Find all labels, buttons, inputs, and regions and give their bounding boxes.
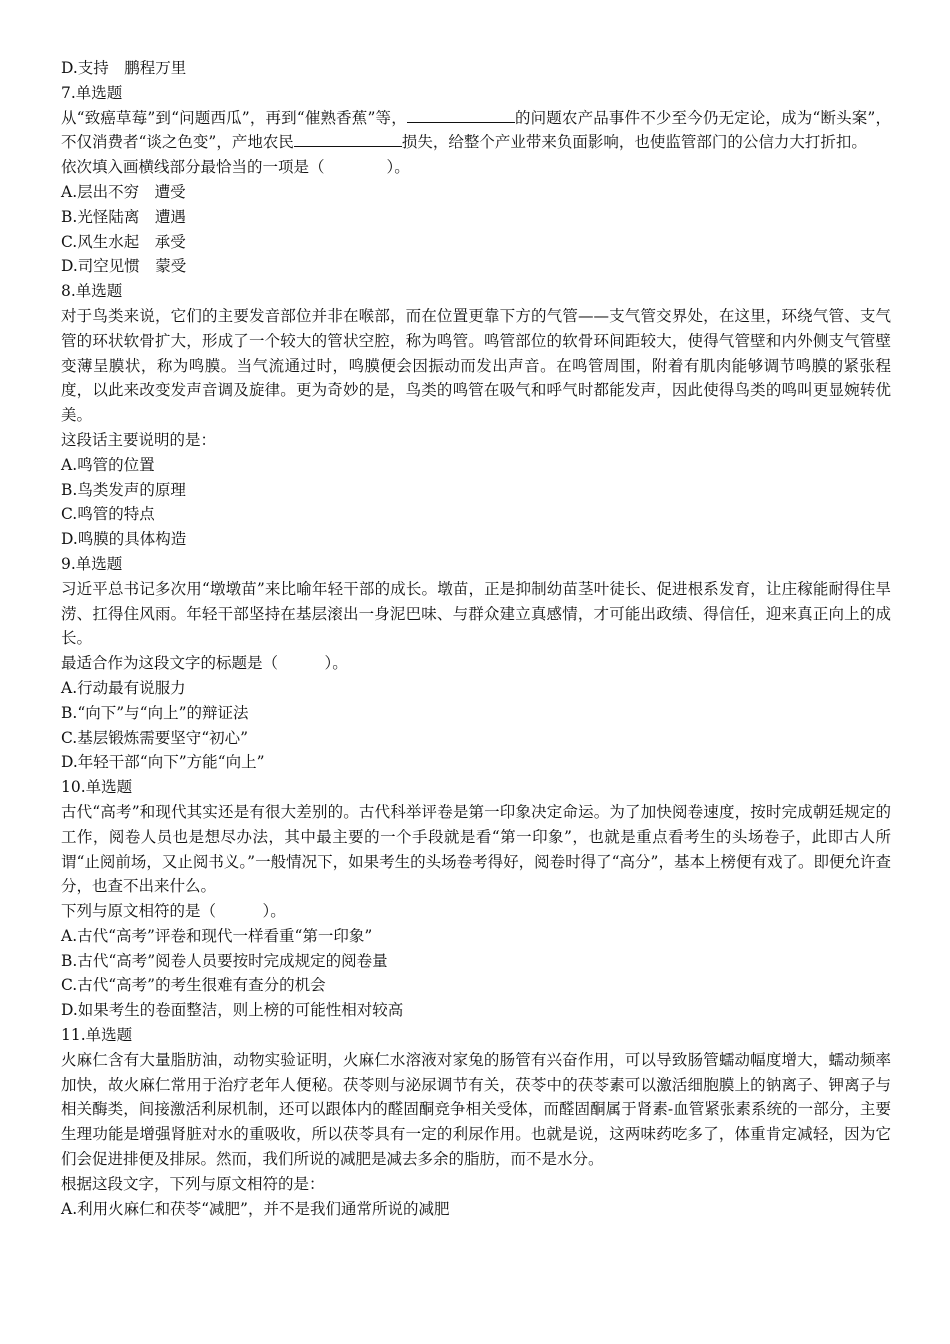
- question-passage: 对于鸟类来说，它们的主要发音部位并非在喉部，而在位置更靠下方的气管——支气管交界处，在这里，环绕气管、支气管的环状软骨扩大，形成了一个较大的管状空腔，称为鸣管。鸣管部位的软骨环间距较大，使得气管壁和内外侧支气管壁变薄呈膜状，称为鸣膜。当气流通过时，鸣膜便会因振动而发出声音。在鸣管周围，附着有肌肉能够调节鸣膜的紧张程度，以此来改变发声音调及旋律。更为奇妙的是，鸟类的鸣管在吸气和呼气时都能发声，因此使得鸟类的鸣叫更显婉转优美。: [61, 306, 891, 425]
- option-a[interactable]: A.鸣管的位置: [61, 455, 155, 474]
- question-prompt: 根据这段文字，下列与原文相符的是：: [61, 1174, 325, 1193]
- option-b[interactable]: B.鸟类发声的原理: [61, 480, 186, 499]
- option-a[interactable]: A.行动最有说服力: [61, 678, 186, 697]
- document-page: [61, 56, 891, 1221]
- option-a[interactable]: A.层出不穷 遭受: [61, 182, 186, 201]
- option-d[interactable]: D.如果考生的卷面整洁，则上榜的可能性相对较高: [61, 1001, 404, 1020]
- passage-part-2: 的问题农产品事件不少至今仍无定论，成为“断头案”，不仅消费者“谈之色变”，产地农民: [61, 108, 891, 152]
- question-passage: [61, 106, 891, 156]
- question-7: [61, 81, 891, 279]
- option-d[interactable]: D.鸣膜的具体构造: [61, 530, 187, 549]
- option-c[interactable]: C.风生水起 承受: [61, 232, 186, 251]
- option-b[interactable]: B.光怪陆离 遭遇: [61, 207, 186, 226]
- option-c[interactable]: C.古代“高考”的考生很难有查分的机会: [61, 976, 326, 995]
- option-a[interactable]: A.古代“高考”评卷和现代一样看重“第一印象”: [61, 926, 373, 945]
- question-prompt: 最适合作为这段文字的标题是（ ）。: [61, 654, 348, 673]
- fill-blank-1: [407, 108, 515, 123]
- question-10: [61, 775, 891, 1023]
- question-9: [61, 552, 891, 775]
- question-prompt: 依次填入画横线部分最恰当的一项是（ ）。: [61, 158, 410, 177]
- option-c[interactable]: C.基层锻炼需要坚守“初心”: [61, 728, 249, 747]
- option-d[interactable]: D.年轻干部“向下”方能“向上”: [61, 753, 265, 772]
- option-a[interactable]: A.利用火麻仁和茯苓“减肥”，并不是我们通常所说的减肥: [61, 1199, 450, 1218]
- question-header: 7.单选题: [61, 83, 123, 102]
- option-b[interactable]: B.“向下”与“向上”的辩证法: [61, 703, 249, 722]
- question-prompt: 下列与原文相符的是（ ）。: [61, 902, 286, 921]
- question-passage: 古代“高考”和现代其实还是有很大差别的。古代科举评卷是第一印象决定命运。为了加快阅卷速度，按时完成朝廷规定的工作，阅卷人员也是想尽办法，其中最主要的一个手段就是看“第一印象”，也就是重点看考生的头场卷子，此即古人所谓“止阅前场，又止阅书义。”一般情况下，如果考生的头场卷考得好，阅卷时得了“高分”，基本上榜便有戏了。即便允许查分，也查不出来什么。: [61, 802, 891, 896]
- question-header: 8.单选题: [61, 282, 123, 301]
- passage-part-3: 损失，给整个产业带来负面影响，也使监管部门的公信力大打折扣。: [401, 133, 867, 152]
- question-8: [61, 279, 891, 552]
- question-prompt: 这段话主要说明的是：: [61, 430, 217, 449]
- question-header: 9.单选题: [61, 554, 123, 573]
- option-c[interactable]: C.鸣管的特点: [61, 505, 155, 524]
- question-header: 10.单选题: [61, 778, 133, 797]
- q6-option-d: D.支持 鹏程万里: [61, 59, 187, 77]
- question-header: 11.单选题: [61, 1026, 133, 1045]
- option-b[interactable]: B.古代“高考”阅卷人员要按时完成规定的阅卷量: [61, 951, 388, 970]
- question-11: [61, 1023, 891, 1221]
- passage-part-1: 从“致癌草莓”到“问题西瓜”，再到“催熟香蕉”等，: [61, 108, 407, 127]
- question-passage: 习近平总书记多次用“墩墩苗”来比喻年轻干部的成长。墩苗，正是抑制幼苗茎叶徒长、促进根系发育，让庄稼能耐得住旱涝、扛得住风雨。年轻干部坚持在基层滚出一身泥巴味、与群众建立真感情，才可能出政绩、得信任，迎来真正向上的成长。: [61, 579, 891, 648]
- question-passage: 火麻仁含有大量脂肪油，动物实验证明，火麻仁水溶液对家兔的肠管有兴奋作用，可以导致肠管蠕动幅度增大，蠕动频率加快，故火麻仁常用于治疗老年人便秘。茯苓则与泌尿调节有关，茯苓中的茯苓素可以激活细胞膜上的钠离子、钾离子与相关酶类，间接激活利尿机制，还可以跟体内的醛固酮竞争相关受体，而醛固酮属于肾素-血管紧张素系统的一部分，主要生理功能是增强肾脏对水的重吸收，所以茯苓具有一定的利尿作用。也就是说，这两味药吃多了，体重肯定减轻，因为它们会促进排便及排尿。然而，我们所说的减肥是减去多余的脂肪，而不是水分。: [61, 1050, 891, 1169]
- option-d[interactable]: D.司空见惯 蒙受: [61, 257, 187, 276]
- fill-blank-2: [294, 132, 402, 147]
